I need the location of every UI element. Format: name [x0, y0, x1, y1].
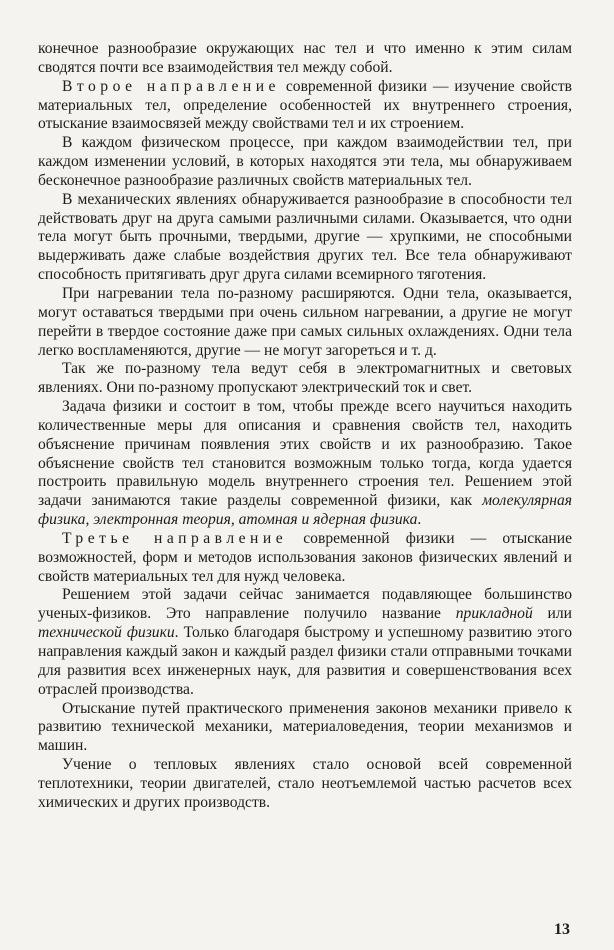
paragraph: [38, 40, 572, 78]
paragraph: [38, 285, 572, 360]
paragraph-text: Задача физики и состоит в том, чтобы прежде всего научиться находить количественные меры для описания и сравнения свойств тел, находить объяснение причинам появления этих свойств и их разнообразию. Такое объяснение свойств тел становится возможным только тогда, когда удается построить правильную модель внутреннего строения тел. Решением этой задачи занимаются такие разделы современной физики, как: [38, 398, 572, 510]
paragraph-text: Учение о тепловых явлениях стало основой всей современной теплотехники, теории двигателей, стало неотъемлемой частью расчетов всех химических и других производств.: [38, 756, 572, 811]
paragraph-text: .: [417, 511, 422, 529]
paragraph: [38, 191, 572, 285]
italic-term: технической физики: [38, 624, 175, 642]
paragraph: [38, 78, 572, 135]
italic-term: молекулярная физика, электронная теория, атомная и ядерная физика: [38, 492, 572, 529]
paragraph-text: Отыскание путей практического применения законов механики привело к развитию технической механики, материаловедения, теории механизмов и машин.: [38, 699, 572, 755]
paragraph-text: При нагревании тела по-разному расширяются. Одни тела, оказывается, могут оставаться твердыми при очень сильном нагревании, а другие не могут перейти в твердое состояние даже при самых сильных охлаждениях. Одни тела легко воспламеняются, другие — не могут загореться и т. д.: [38, 284, 572, 359]
paragraph: [38, 700, 572, 757]
section-heading-second-direction: Второе направление: [62, 77, 280, 95]
paragraph-text: В каждом физическом процессе, при каждом взаимодействии тел, при каждом изменении условий, в которых находятся эти тела, мы обнаруживаем бесконечное разнообразие различных свойств материальных тел.: [38, 134, 572, 189]
paragraph: [38, 360, 572, 398]
section-heading-third-direction: Третье направление: [62, 529, 288, 547]
paragraph-text: В механических явлениях обнаруживается разнообразие в способности тел действовать друг на друга самыми различными силами. Оказывается, что одни тела могут быть прочными, твердыми, другие — хрупкими, не способными выдерживать даже слабые воздействия других тел. Все тела обнаруживают способность притягивать друг друга силами всемирного тяготения.: [38, 190, 572, 284]
paragraph-text: Так же по-разному тела ведут себя в электромагнитных и световых явлениях. Они по-разному пропускают электрический ток и свет.: [38, 360, 572, 397]
paragraph-text: Решением этой задачи сейчас занимается подавляющее большинство ученых-физиков. Это направление получило название: [38, 586, 572, 623]
paragraph-text: . Только благодаря быстрому и успешному развитию этого направления каждый закон и каждый раздел физики стали отправными точками для развития всех инженерных наук, для развития и совершенствования всех отраслей производства.: [38, 624, 572, 698]
paragraph: [38, 586, 572, 699]
paragraph-text: современной физики — отыскание возможностей, форм и методов использования законов физических явлений и свойств материальных тел для нужд человека.: [38, 529, 572, 585]
page-number: 13: [554, 921, 570, 938]
paragraph: [38, 756, 572, 813]
paragraph: [38, 398, 572, 530]
paragraph-text: современной физики — изучение свойств материальных тел, определение особенностей их внутреннего строения, отыскание взаимосвязей между свойствами тел и их строением.: [38, 77, 572, 133]
paragraph: [38, 134, 572, 191]
page-body: [38, 40, 572, 813]
paragraph: [38, 530, 572, 587]
italic-term: прикладной: [455, 605, 533, 623]
paragraph-text: или: [532, 605, 572, 623]
paragraph-text: конечное разнообразие окружающих нас тел и что именно к этим силам сводятся почти все взаимодействия тел между собой.: [38, 40, 572, 76]
